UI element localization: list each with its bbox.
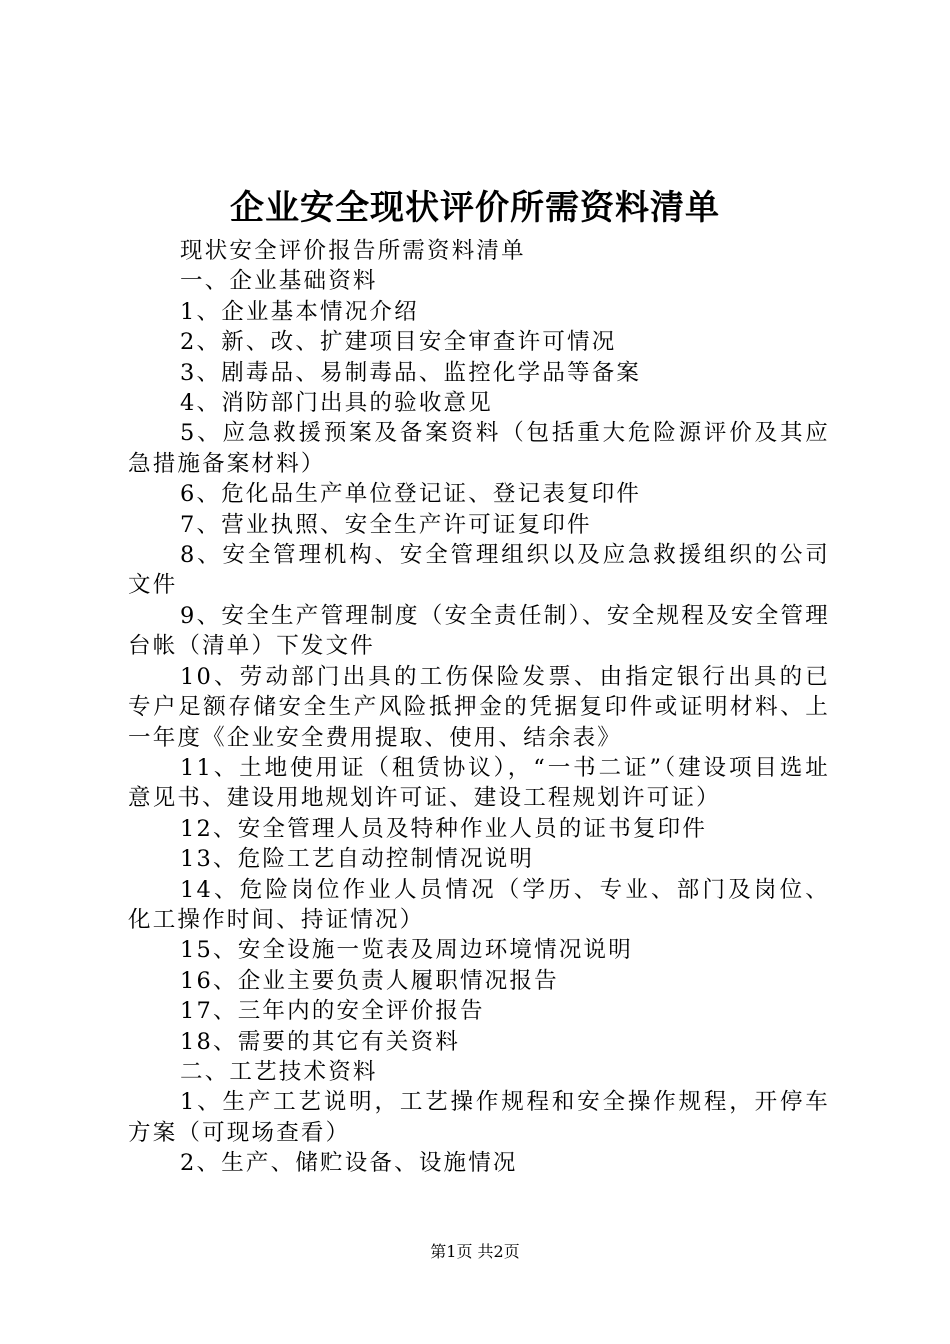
document-body [128, 236, 830, 1179]
list-item: 8、安全管理机构、安全管理组织以及应急救援组织的公司文件 [128, 542, 830, 599]
subtitle-paragraph: 现状安全评价报告所需资料清单 [180, 238, 526, 264]
list-item: 1、生产工艺说明，工艺操作规程和安全操作规程，开停车方案（可现场查看） [128, 1089, 830, 1146]
list-item: 11、土地使用证（租赁协议），“一书二证”（建设项目选址意见书、建设用地规划许可证、建设工程规划许可证） [128, 754, 830, 812]
list-item: 16、企业主要负责人履职情况报告 [180, 967, 559, 994]
section-heading-process: 二、工艺技术资料 [180, 1058, 378, 1085]
list-item: 10、劳动部门出具的工伤保险发票、由指定银行出具的已专户足额存储安全生产风险抵押金的凭据复印件或证明材料、上一年度《企业安全费用提取、使用、结余表》 [128, 663, 830, 751]
list-item: 6、危化品生产单位登记证、登记表复印件 [180, 481, 642, 508]
document-title: 企业安全现状评价所需资料清单 [230, 188, 720, 228]
list-item: 2、生产、储贮设备、设施情况 [180, 1150, 518, 1177]
list-item: 5、应急救援预案及备案资料（包括重大危险源评价及其应急措施备案材料） [128, 420, 830, 477]
list-item: 13、危险工艺自动控制情况说明 [180, 846, 535, 873]
list-item: 15、安全设施一览表及周边环境情况说明 [180, 937, 633, 964]
list-item: 1、企业基本情况介绍 [180, 298, 419, 325]
list-item: 2、新、改、扩建项目安全审查许可情况 [180, 329, 617, 356]
page-footer: 第1页 共2页 [430, 1242, 520, 1261]
section-heading-basic: 一、企业基础资料 [180, 268, 378, 295]
list-item: 4、消防部门出具的验收意见 [180, 390, 493, 417]
list-item: 12、安全管理人员及特种作业人员的证书复印件 [180, 815, 708, 842]
list-item: 7、营业执照、安全生产许可证复印件 [180, 511, 592, 538]
list-item: 17、三年内的安全评价报告 [180, 998, 485, 1025]
list-item: 9、安全生产管理制度（安全责任制）、安全规程及安全管理台帐（清单）下发文件 [128, 602, 830, 660]
list-item: 3、剧毒品、易制毒品、监控化学品等备案 [180, 359, 642, 386]
list-item: 18、需要的其它有关资料 [180, 1028, 461, 1055]
list-item: 14、危险岗位作业人员情况（学历、专业、部门及岗位、化工操作时间、持证情况） [128, 876, 830, 933]
